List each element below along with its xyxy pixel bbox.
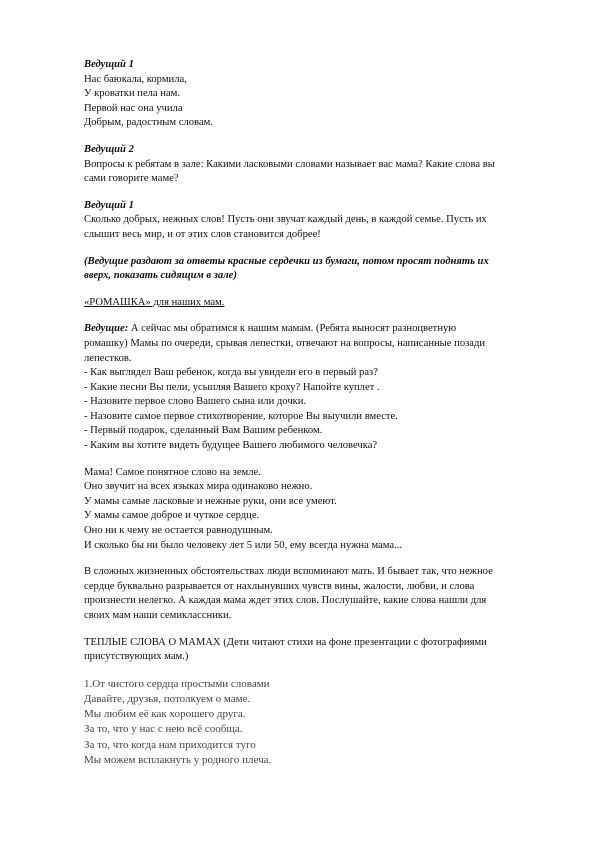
final-poem-line: Давайте, друзья, потолкуем о маме. bbox=[84, 692, 251, 705]
stage-direction-line: вверх, показать сидящим в зале) bbox=[84, 270, 237, 282]
paragraph-line: В сложных жизненных обстоятельствах люди вспоминают мать. И бывает так, что нежное bbox=[84, 566, 493, 578]
speaker-label: Ведущий 1 bbox=[84, 199, 134, 211]
text-line: слышит весь мир, и от этих слов становится добрее! bbox=[84, 228, 321, 240]
final-poem-line: 1.От чистого сердца простыми словами bbox=[84, 677, 270, 690]
question-line: - Как выглядел Ваш ребенок, когда вы увидели его в первый раз? bbox=[84, 367, 378, 379]
section-heading-line: ТЕПЛЫЕ СЛОВА О МАМАХ (Дети читают стихи на фоне презентации с фотографиями bbox=[84, 636, 487, 648]
document-page bbox=[84, 58, 554, 768]
section-title: «РОМАШКА» для наших мам. bbox=[84, 296, 225, 308]
final-poem-line: За то, что когда нам приходится туго bbox=[84, 738, 256, 751]
speaker-label: Ведущий 1 bbox=[84, 59, 134, 70]
question-line: - Каким вы хотите видеть будущее Вашего любимого человечка? bbox=[84, 440, 378, 452]
question-line: - Первый подарок, сделанный Вам Вашим ребенком. bbox=[84, 425, 323, 437]
text-line: Вопросы к ребятам в зале: Какими ласковыми словами называет вас мама? Какие слова вы bbox=[84, 158, 495, 170]
poem-line: Оно ни к чему не остается равнодушным. bbox=[84, 525, 273, 537]
poem-line: И сколько бы ни было человеку лет 5 или 50, ему всегда нужна мама... bbox=[84, 539, 403, 551]
poem-line: У кроватки пела нам. bbox=[84, 88, 181, 100]
poem-line: Нас баюкала, кормила, bbox=[84, 73, 187, 85]
stage-direction-line: (Ведущие раздают за ответы красные сердечки из бумаги, потом просят поднять их bbox=[84, 255, 489, 267]
text-line: лепестков. bbox=[84, 352, 132, 364]
paragraph-line: сердце буквально разрывается от нахлынувших чувств вины, жалости, любви, и слова bbox=[84, 580, 475, 592]
poem-line: Первой нас она учила bbox=[84, 102, 183, 114]
speaker-label: Ведущий 2 bbox=[84, 143, 134, 155]
text-line: сами говорите маме? bbox=[84, 173, 179, 185]
final-poem-line: Мы можем всплакнуть у родного плеча. bbox=[84, 753, 272, 766]
question-line: - Назовите самое первое стихотворение, которое Вы выучили вместе. bbox=[84, 410, 398, 422]
final-poem-line: Мы любим её как хорошего друга. bbox=[84, 708, 246, 721]
final-poem-line: За то, что у нас с нею всё сообща. bbox=[84, 723, 243, 736]
poem-line: У мамы самые ласковые и нежные руки, они все умеют. bbox=[84, 495, 337, 507]
poem-line: Добрым, радостным словам. bbox=[84, 117, 213, 129]
host-intro-line bbox=[84, 322, 554, 337]
paragraph-line: произнести нелегко. А каждая мама ждет этих слов. Послушайте, какие слова нашли для bbox=[84, 595, 487, 607]
speaker-label: Ведущие: bbox=[84, 323, 129, 335]
question-line: - Назовите первое слово Вашего сына или дочки. bbox=[84, 396, 307, 408]
poem-line: Мама! Самое понятное слово на земле. bbox=[84, 466, 261, 478]
section-heading-line: присутствующих мам.) bbox=[84, 651, 189, 663]
text-line: Сколько добрых, нежных слов! Пусть они звучат каждый день, в каждой семье. Пусть их bbox=[84, 214, 487, 226]
poem-line: У мамы самое доброе и чуткое сердце. bbox=[84, 510, 260, 522]
question-line: - Какие песни Вы пели, усыпляя Вашего кроху? Напойте куплет . bbox=[84, 381, 380, 393]
poem-line: Оно звучит на всех языках мира одинаково нежно. bbox=[84, 481, 313, 493]
text-line: ромашку) Мамы по очереди, срывая лепестки, отвечают на вопросы, написанные позади bbox=[84, 337, 486, 349]
paragraph-line: своих мам наши семиклассники. bbox=[84, 610, 232, 621]
text-span: А сейчас мы обратимся к нашим мамам. (Ребята выносят разноцветную bbox=[128, 323, 457, 335]
